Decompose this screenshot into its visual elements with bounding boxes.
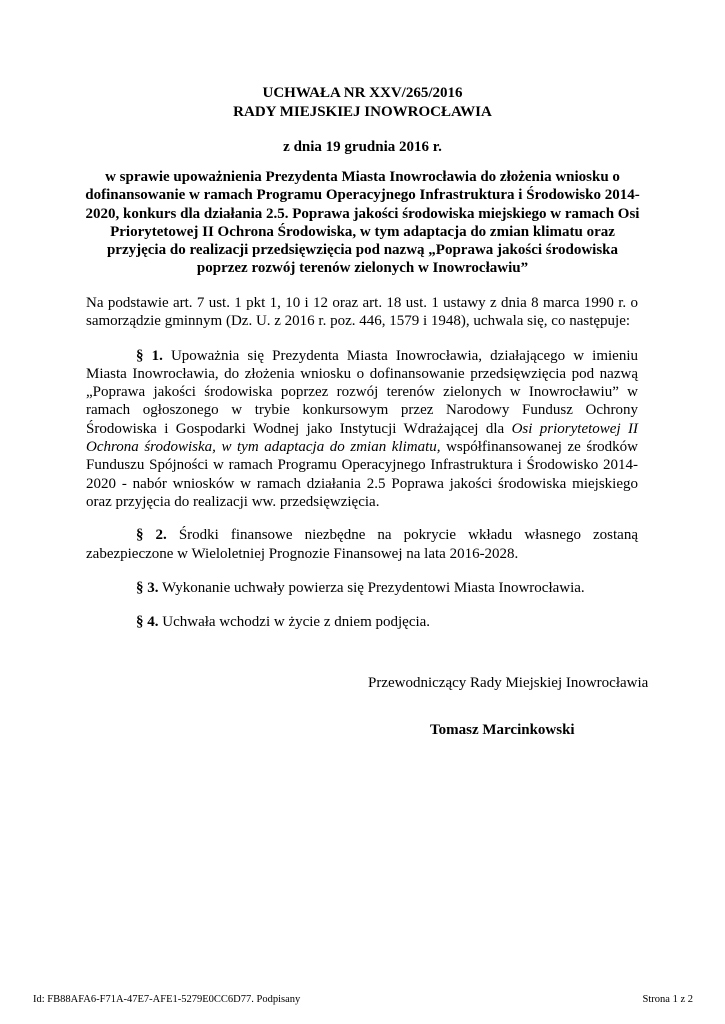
- section-4: [86, 613, 638, 631]
- resolution-date: z dnia 19 grudnia 2016 r.: [283, 139, 442, 155]
- resolution-number: UCHWAŁA NR XXV/265/2016: [262, 85, 463, 101]
- section-1-text-cont: współfinansowanej ze środków Funduszu Spójności w ramach Programu Operacyjnego Infrastruktura i Środowisko 2014-2020 - nabór wniosków w ramach działania 2.5 Poprawa jakości środowiska miejskiego oraz przyjęcia do realizacji ww. przedsięwzięcia.: [86, 439, 639, 510]
- section-1-italic-text: Osi priorytetowej II Ochrona środowiska, w tym adaptacja do zmian klimatu,: [86, 420, 639, 456]
- section-1-label: § 1.: [136, 347, 163, 364]
- section-3-text: Wykonanie uchwały powierza się Prezydentowi Miasta Inowrocławia.: [161, 579, 585, 596]
- section-2-text: Środki finansowe niezbędne na pokrycie wkładu własnego zostaną zabezpieczone w Wieloletniej Prognozie Finansowej na lata 2016-2028.: [86, 527, 638, 562]
- section-2: [86, 526, 638, 563]
- section-3: [86, 579, 638, 597]
- section-2-label: § 2.: [136, 527, 167, 544]
- resolution-subject: w sprawie upoważnienia Prezydenta Miasta Inowrocławia do złożenia wniosku o dofinansowanie w ramach Programu Operacyjnego Infrastruktura i Środowisko 2014-2020, konkurs dla działania 2.5. Poprawa jakości środowiska miejskiego w ramach Osi Priorytetowej II Ochrona Środowiska, w tym adaptacja do zmian klimatu oraz przyjęcia do realizacji przedsięwzięcia pod nazwą „Poprawa jakości środowiska poprzez rozwój terenów zielonych w Inowrocławiu”: [85, 169, 640, 277]
- section-4-label: § 4.: [136, 614, 159, 631]
- section-4-text: Uchwała wchodzi w życie z dniem podjęcia.: [162, 614, 431, 631]
- signature-role: Przewodniczący Rady Miejskiej Inowrocławia: [368, 675, 649, 691]
- document-body: [86, 294, 638, 631]
- signature-name: Tomasz Marcinkowski: [430, 722, 575, 738]
- section-1-text: Upoważnia się Prezydenta Miasta Inowrocławia, działającego w imieniu Miasta Inowrocławia, do złożenia wniosku o dofinansowanie przedsięwzięcia pod nazwą „Poprawa jakości środowiska poprzez rozwój terenów zielonych w Inowrocławiu” w ramach ogłoszonego w trybie konkursowym przez Narodowy Fundusz Ochrony Środowiska i Gospodarki Wodnej jako Instytucji Wdrażającej dla: [86, 347, 638, 437]
- council-name: RADY MIEJSKIEJ INOWROCŁAWIA: [233, 104, 492, 120]
- preamble: Na podstawie art. 7 ust. 1 pkt 1, 10 i 12 oraz art. 18 ust. 1 ustawy z dnia 8 marca 1990 r. o samorządzie gminnym (Dz. U. z 2016 r. poz. 446, 1579 i 1948), uchwala się, co następuje:: [86, 295, 638, 330]
- document-id: Id: FB88AFA6-F71A-47E7-AFE1-5279E0CC6D77. Podpisany: [33, 994, 301, 1005]
- section-1: [86, 347, 638, 512]
- page-number: Strona 1 z 2: [642, 994, 693, 1005]
- section-3-label: § 3.: [136, 579, 159, 596]
